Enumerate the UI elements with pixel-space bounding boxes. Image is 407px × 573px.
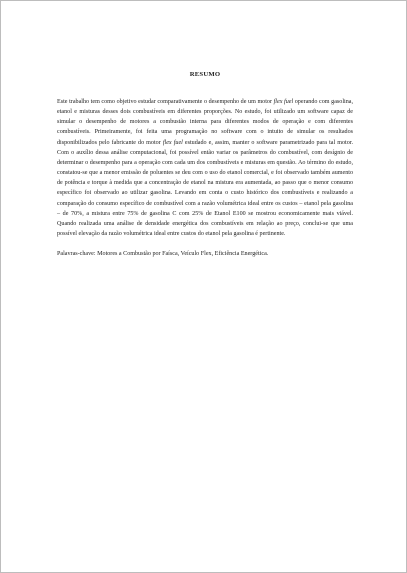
abstract-text-italic-1: flex fuel [273,99,294,105]
abstract-text-1: Este trabalho tem como objetivo estudar comparativamente o desempenho de um motor [57,99,274,105]
abstract-text-3: estudado e, assim, manter o software parametrizado para tal motor. Com o auxílio dessa análise computacional, foi possível então variar os parâmetros do combustível, com desígnio de determinar o desempenho para a operação com cada um dos combustíveis e misturas em questão. Ao término do estudo, constatou-se que a menor emissão de poluentes se deu com o uso do etanol comercial, e foi observado também aumento de potência e torque à medida que a concentração de etanol na mistura era aumentada, ao passo que o menor consumo específico foi observado ao utilizar gasolina. Levando em conta o custo histórico dos combustíveis e realizando a comparação do consumo específico de combustível com a razão volumétrica ideal entre os custos – etanol pela gasolina – de 70%, a mistura entre 75% de gasolina C com 25% de Etanol E100 se mostrou economicamente mais viável. Quando realizada uma análise de densidade energética dos combustíveis em relação ao preço, conclui-se que uma possível elevação da razão volumétrica ideal entre custos do etanol pela gasolina é pertinente. [57,139,353,238]
page-title: RESUMO [189,71,221,78]
abstract-text-italic-2: flex fuel [162,139,183,146]
keywords-line: Palavras-chave: Motores a Combustão por Faísca, Veículo Flex, Eficiência Energética. [57,251,269,258]
abstract-paragraph [57,97,353,239]
abstract-text-2: operando com gasolina, etanol e misturas desses dois combustíveis em diferentes proporções. No estudo, foi utilizado um software capaz de simular o desempenho de motores a combustão interna para diferentes modos de operação e com diferentes combustíveis. Primeiramente, foi feita uma programação no software com o intuito de simular os resultados disponibilizados pelo fabricante do motor [57,99,353,146]
page-content [57,71,353,259]
